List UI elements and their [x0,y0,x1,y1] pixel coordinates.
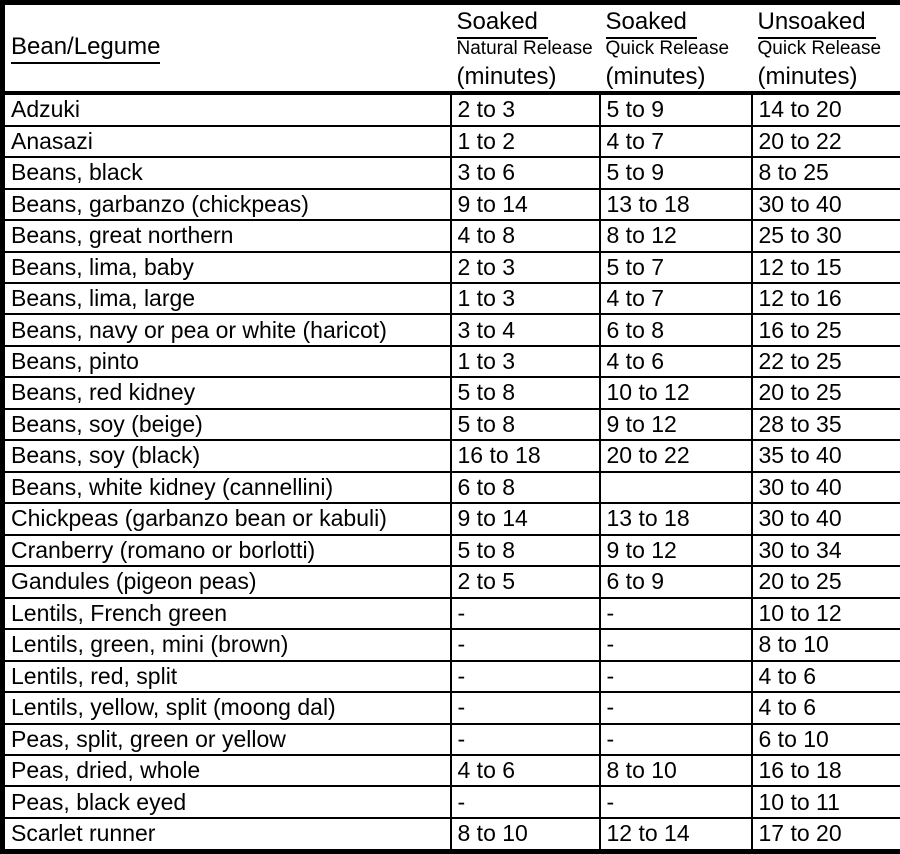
table-row [3,314,900,345]
soaked-natural-minutes-cell: 4 to 8 [451,220,600,251]
table-row [3,472,900,503]
table-row [3,661,900,692]
bean-name-cell: Beans, soy (beige) [3,409,451,440]
soaked-quick-minutes-cell: 13 to 18 [600,503,752,534]
unsoaked-quick-minutes-cell: 20 to 25 [752,566,900,597]
soaked-natural-minutes-cell: 5 to 8 [451,377,600,408]
table-row [3,126,900,157]
soaked-quick-minutes-cell: - [600,629,752,660]
table-row [3,535,900,566]
table-row [3,786,900,817]
unsoaked-quick-minutes-cell: 6 to 10 [752,724,900,755]
header-line-minutes: (minutes) [456,63,557,90]
soaked-quick-minutes-cell: - [600,786,752,817]
header-line-quick-release: Quick Release [605,38,730,59]
soaked-natural-minutes-cell: 1 to 3 [451,346,600,377]
soaked-quick-minutes-cell: 5 to 9 [600,157,752,188]
soaked-quick-minutes-cell: 8 to 10 [600,755,752,786]
bean-name-cell: Scarlet runner [3,818,451,852]
header-line-minutes: (minutes) [605,63,706,90]
table-row [3,346,900,377]
soaked-quick-minutes-cell: 4 to 7 [600,283,752,314]
table-row [3,283,900,314]
soaked-natural-minutes-cell: - [451,692,600,723]
bean-name-cell: Lentils, French green [3,598,451,629]
soaked-quick-minutes-cell: 6 to 9 [600,566,752,597]
soaked-quick-minutes-cell: 12 to 14 [600,818,752,852]
bean-name-cell: Beans, black [3,157,451,188]
soaked-natural-minutes-cell: 3 to 6 [451,157,600,188]
soaked-natural-minutes-cell: 6 to 8 [451,472,600,503]
soaked-quick-minutes-cell: 10 to 12 [600,377,752,408]
table-row [3,724,900,755]
soaked-natural-minutes-cell: - [451,598,600,629]
bean-name-cell: Beans, great northern [3,220,451,251]
header-line-unsoaked: Unsoaked [758,5,900,37]
bean-name-cell: Beans, navy or pea or white (haricot) [3,314,451,345]
column-header-soaked-natural-release [451,3,600,94]
unsoaked-quick-minutes-cell: 8 to 10 [752,629,900,660]
soaked-natural-minutes-cell: 9 to 14 [451,503,600,534]
table-row [3,818,900,852]
bean-name-cell: Beans, soy (black) [3,440,451,471]
unsoaked-quick-minutes-cell: 30 to 34 [752,535,900,566]
table-row [3,377,900,408]
table-row [3,189,900,220]
soaked-natural-minutes-cell: - [451,661,600,692]
unsoaked-quick-minutes-cell: 28 to 35 [752,409,900,440]
soaked-natural-minutes-cell: - [451,724,600,755]
header-line-minutes: (minutes) [757,63,858,90]
unsoaked-quick-minutes-cell: 30 to 40 [752,472,900,503]
soaked-quick-minutes-cell: 9 to 12 [600,535,752,566]
unsoaked-quick-minutes-cell: 16 to 25 [752,314,900,345]
soaked-quick-minutes-cell: 20 to 22 [600,440,752,471]
bean-name-cell: Lentils, red, split [3,661,451,692]
soaked-natural-minutes-cell: 5 to 8 [451,409,600,440]
bean-name-cell: Cranberry (romano or borlotti) [3,535,451,566]
soaked-quick-minutes-cell: - [600,661,752,692]
soaked-natural-minutes-cell: 8 to 10 [451,818,600,852]
bean-name-cell: Beans, red kidney [3,377,451,408]
soaked-quick-minutes-cell: - [600,692,752,723]
table-row [3,440,900,471]
soaked-natural-minutes-cell: 4 to 6 [451,755,600,786]
soaked-quick-minutes-cell: 6 to 8 [600,314,752,345]
soaked-quick-minutes-cell: 4 to 6 [600,346,752,377]
unsoaked-quick-minutes-cell: 35 to 40 [752,440,900,471]
table-row [3,629,900,660]
table-row [3,157,900,188]
bean-name-cell: Adzuki [3,93,451,126]
header-line-natural-release: Natural Release [456,38,593,59]
unsoaked-quick-minutes-cell: 10 to 12 [752,598,900,629]
bean-legume-header-label: Bean/Legume [11,33,160,64]
soaked-quick-minutes-cell: - [600,724,752,755]
unsoaked-quick-minutes-cell: 16 to 18 [752,755,900,786]
bean-name-cell: Peas, black eyed [3,786,451,817]
soaked-natural-minutes-cell: 2 to 3 [451,252,600,283]
header-line-soaked: Soaked [457,5,600,37]
bean-name-cell: Beans, lima, baby [3,252,451,283]
unsoaked-quick-minutes-cell: 8 to 25 [752,157,900,188]
soaked-natural-minutes-cell: 5 to 8 [451,535,600,566]
unsoaked-quick-minutes-cell: 22 to 25 [752,346,900,377]
bean-name-cell: Anasazi [3,126,451,157]
soaked-quick-minutes-cell: 5 to 9 [600,93,752,126]
soaked-quick-minutes-cell [600,472,752,503]
soaked-quick-minutes-cell: 13 to 18 [600,189,752,220]
bean-name-cell: Beans, garbanzo (chickpeas) [3,189,451,220]
table-row [3,598,900,629]
table-row [3,93,900,126]
bean-name-cell: Chickpeas (garbanzo bean or kabuli) [3,503,451,534]
table-row [3,755,900,786]
soaked-natural-minutes-cell: 2 to 5 [451,566,600,597]
unsoaked-quick-minutes-cell: 12 to 16 [752,283,900,314]
table-row [3,566,900,597]
soaked-quick-minutes-cell: 8 to 12 [600,220,752,251]
header-row [3,3,900,94]
bean-name-cell: Beans, white kidney (cannellini) [3,472,451,503]
bean-name-cell: Peas, split, green or yellow [3,724,451,755]
bean-name-cell: Peas, dried, whole [3,755,451,786]
column-header-bean-legume [3,3,451,94]
header-line-soaked: Soaked [606,5,752,37]
bean-name-cell: Beans, lima, large [3,283,451,314]
soaked-natural-minutes-cell: 16 to 18 [451,440,600,471]
table-row [3,409,900,440]
soaked-natural-minutes-cell: - [451,786,600,817]
unsoaked-quick-minutes-cell: 14 to 20 [752,93,900,126]
unsoaked-quick-minutes-cell: 30 to 40 [752,189,900,220]
soaked-quick-minutes-cell: 4 to 7 [600,126,752,157]
bean-name-cell: Gandules (pigeon peas) [3,566,451,597]
soaked-quick-minutes-cell: 9 to 12 [600,409,752,440]
table-row [3,220,900,251]
soaked-quick-minutes-cell: - [600,598,752,629]
soaked-natural-minutes-cell: 1 to 3 [451,283,600,314]
unsoaked-quick-minutes-cell: 4 to 6 [752,661,900,692]
bean-name-cell: Beans, pinto [3,346,451,377]
column-header-soaked-quick-release [600,3,752,94]
unsoaked-quick-minutes-cell: 12 to 15 [752,252,900,283]
table-row [3,692,900,723]
header-line-quick-release: Quick Release [757,38,882,59]
bean-name-cell: Lentils, green, mini (brown) [3,629,451,660]
soaked-natural-minutes-cell: 1 to 2 [451,126,600,157]
bean-name-cell: Lentils, yellow, split (moong dal) [3,692,451,723]
unsoaked-quick-minutes-cell: 20 to 22 [752,126,900,157]
soaked-quick-minutes-cell: 5 to 7 [600,252,752,283]
unsoaked-quick-minutes-cell: 30 to 40 [752,503,900,534]
soaked-natural-minutes-cell: 2 to 3 [451,93,600,126]
soaked-natural-minutes-cell: 9 to 14 [451,189,600,220]
unsoaked-quick-minutes-cell: 10 to 11 [752,786,900,817]
soaked-natural-minutes-cell: - [451,629,600,660]
unsoaked-quick-minutes-cell: 4 to 6 [752,692,900,723]
table-row [3,503,900,534]
column-header-unsoaked-quick-release [752,3,900,94]
unsoaked-quick-minutes-cell: 25 to 30 [752,220,900,251]
unsoaked-quick-minutes-cell: 17 to 20 [752,818,900,852]
table-row [3,252,900,283]
unsoaked-quick-minutes-cell: 20 to 25 [752,377,900,408]
soaked-natural-minutes-cell: 3 to 4 [451,314,600,345]
